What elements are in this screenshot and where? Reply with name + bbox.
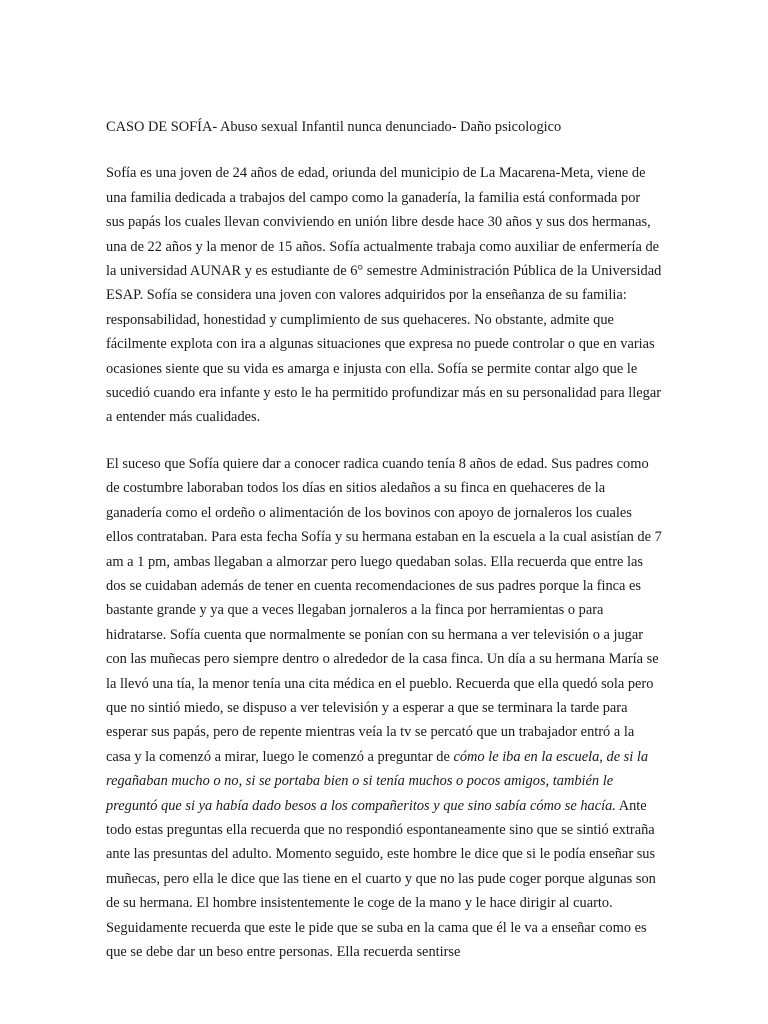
- paragraph-incident-italic-quote: cómo le iba en la escuela, de si la regañaban mucho o no, si se portaba bien o si tenía muchos o pocos amigos, también le preguntó que si ya había dado besos a los compañeritos y que sino sabía cómo se hacía.: [106, 748, 649, 814]
- paragraph-introduction: Sofía es una joven de 24 años de edad, oriunda del municipio de La Macarena-Meta, viene de una familia dedicada a trabajos del campo como la ganadería, la familia está conformada por sus papás los cuales llevan conviviendo en unión libre desde hace 30 años y sus dos hermanas, una de 22 años y la menor de 15 años. Sofía actualmente trabaja como auxiliar de enfermería de la universidad AUNAR y es estudiante de 6° semestre Administración Pública de la Universidad ESAP. Sofía se considera una joven con valores adquiridos por la enseñanza de su familia: responsabilidad, honestidad y cumplimiento de sus quehaceres. No obstante, admite que fácilmente explota con ira a algunas situaciones que expresa no puede controlar o que en varias ocasiones siente que su vida es amarga e injusta con ella. Sofía se permite contar algo que le sucedió cuando era infante y esto le ha permitido profundizar más en su personalidad para llegar a entender más cualidades.: [106, 165, 662, 426]
- paragraph-incident: [106, 452, 662, 965]
- paragraph-incident-text-end: Ante todo estas preguntas ella recuerda que no respondió espontaneamente sino que se sintió extraña ante las presuntas del adulto. Momento seguido, este hombre le dice que si le podía enseñar sus muñecas, pero ella le dice que las tiene en el cuarto y que no las pude coger porque algunas son de su hermana. El hombre insistentemente le coge de la mano y le hace dirigir al cuarto. Seguidamente recuerda que este le pide que se suba en la cama que él le va a enseñar como es que se debe dar un beso entre personas. Ella recuerda sentirse: [106, 797, 656, 960]
- paragraph-incident-text-start: El suceso que Sofía quiere dar a conocer radica cuando tenía 8 años de edad. Sus padres como de costumbre laboraban todos los días en sitios aledaños a su finca en quehaceres de la ganadería como el ordeño o alimentación de los bovinos con apoyo de jornaleros los cuales ellos contrataban. Para esta fecha Sofía y su hermana estaban en la escuela a la cual asistían de 7 am a 1 pm, ambas llegaban a almorzar pero luego quedaban solas. Ella recuerda que entre las dos se cuidaban además de tener en cuenta recomendaciones de sus padres porque la finca es bastante grande y ya que a veces llegaban jornaleros a la finca por herramientas o para hidratarse. Sofía cuenta que normalmente se ponían con su hermana a ver televisión o a jugar con las muñecas pero siempre dentro o alrededor de la casa finca. Un día a su hermana María se la llevó una tía, la menor tenía una cita médica en el pueblo. Recuerda que ella quedó sola pero que no sintió miedo, se dispuso a ver televisión y a esperar a que se terminara la tarde para esperar sus papás, pero de repente mientras veía la tv se percató que un trabajador entró a la casa y la comenzó a mirar, luego le comenzó a preguntar de: [106, 455, 662, 765]
- document-title: CASO DE SOFÍA- Abuso sexual Infantil nunca denunciado- Daño psicologico: [106, 119, 562, 135]
- document-body: [106, 115, 662, 986]
